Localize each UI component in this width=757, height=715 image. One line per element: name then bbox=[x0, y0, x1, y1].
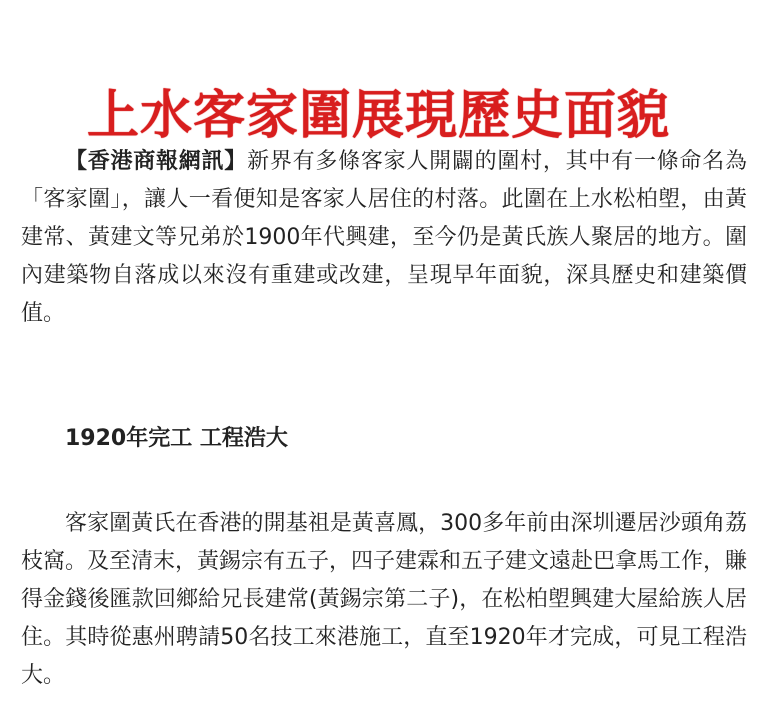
article-paragraph bbox=[21, 505, 747, 695]
paragraph-text: 客家圍黃氏在香港的開基祖是黃喜鳳，300多年前由深圳遷居沙頭角荔枝窩。及至清末，黃錫宗有五子，四子建霖和五子建文遠赴巴拿馬工作，賺得金錢後匯款回鄉給兄長建常(黃錫宗第二子)，在松柏塱興建大屋給族人居住。其時從惠州聘請50名技工來港施工，直至1920年才完成，可見工程浩大。 bbox=[21, 511, 748, 688]
article-headline: 上水客家圍展現歷史面貌 bbox=[86, 85, 670, 146]
section-subheading: 1920年完工 工程浩大 bbox=[65, 425, 288, 451]
article-paragraph bbox=[21, 143, 747, 371]
article-body bbox=[21, 143, 747, 695]
paragraph-text: 新界有多條客家人開闢的圍村，其中有一條命名為「客家圍」，讓人一看便知是客家人居住的村落。此圍在上水松柏塱，由黃建常、黃建文等兄弟於1900年代興建，至今仍是黃氏族人聚居的地方。圍內建築物自落成以來沒有重建或改建，呈現早年面貌，深具歷史和建築價值。 bbox=[21, 149, 747, 326]
news-source-tag: 【香港商報網訊】 bbox=[65, 149, 248, 174]
